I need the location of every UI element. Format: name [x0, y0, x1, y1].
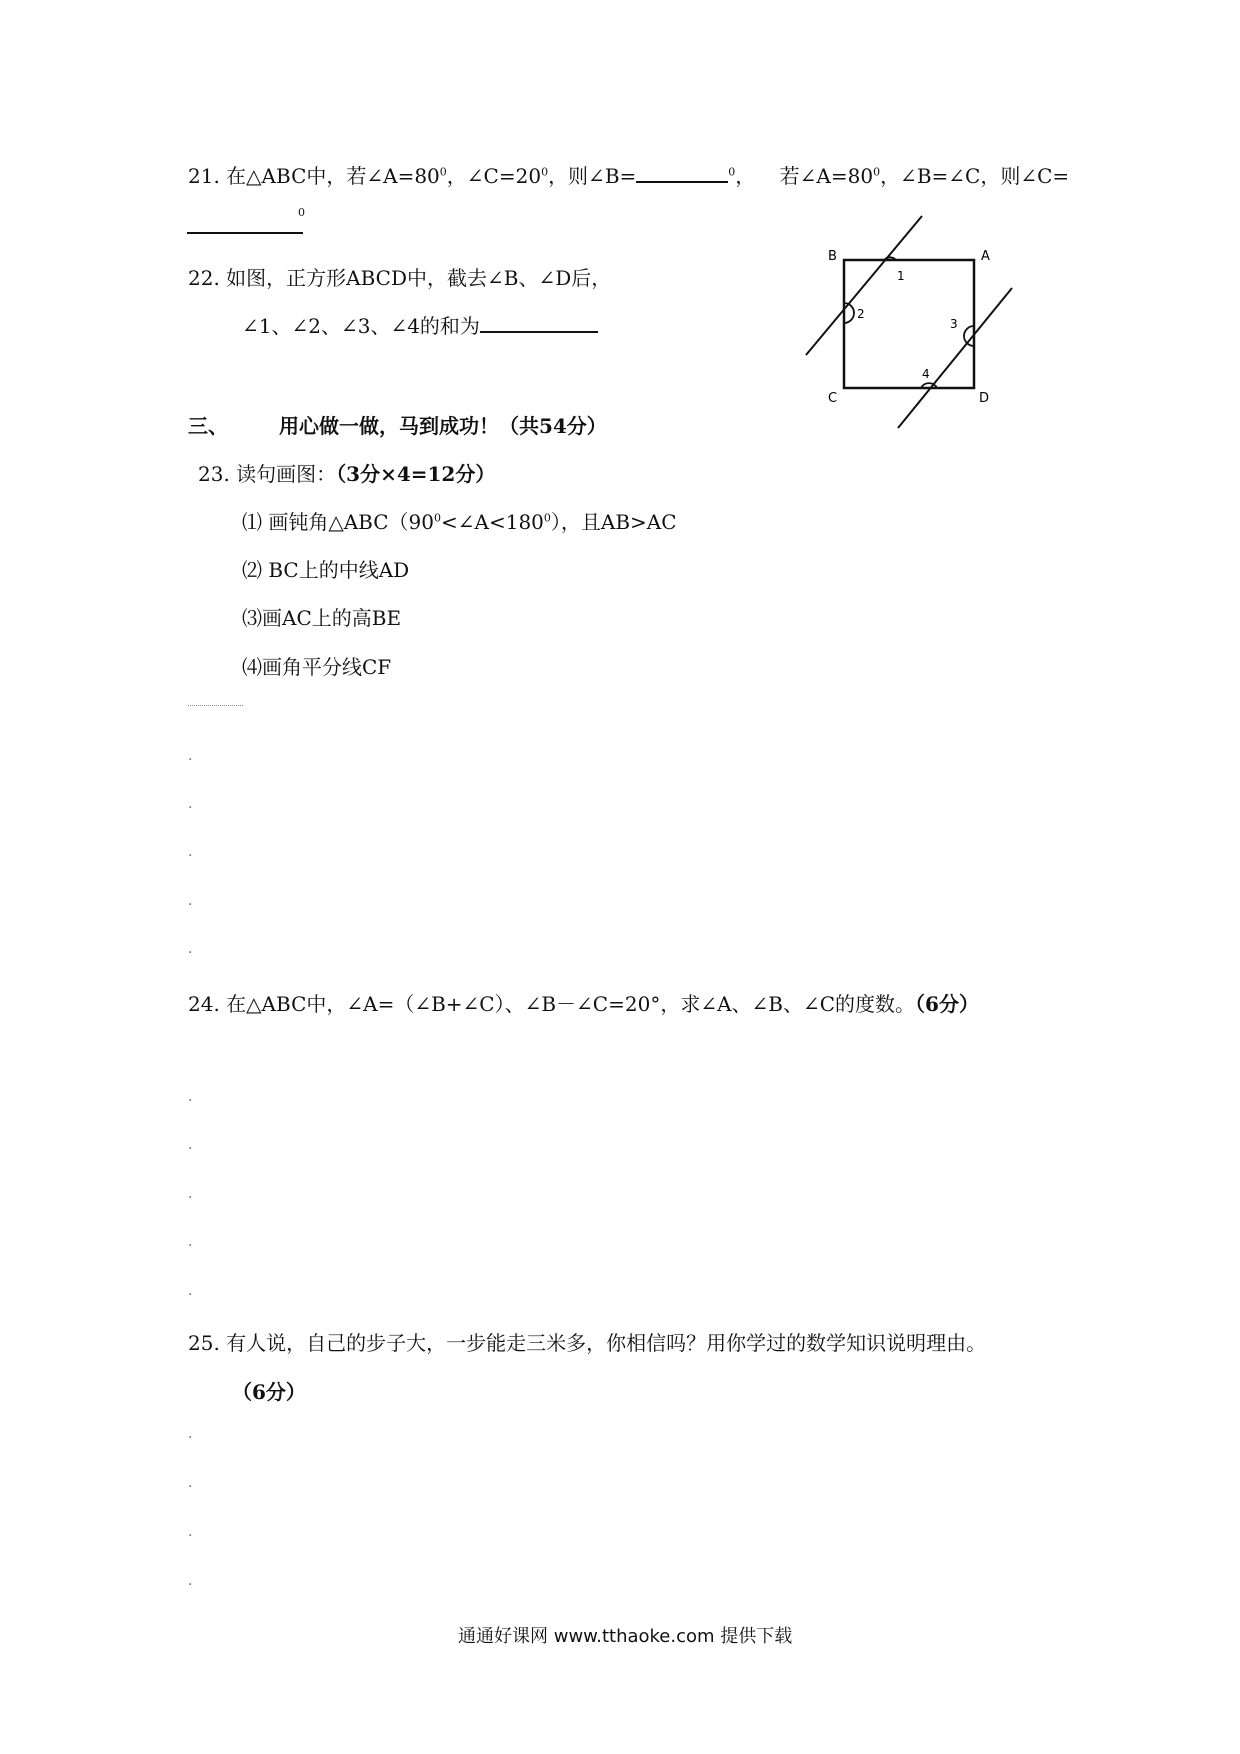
margin-dot: ·	[188, 1479, 193, 1495]
label-c: C	[828, 391, 838, 406]
label-angle-1: 1	[897, 269, 905, 283]
question-text: ，∠C=20	[446, 164, 542, 188]
q23-item-1	[242, 506, 677, 535]
degree-mark: 0	[541, 165, 549, 179]
item-text: ），且AB>AC	[550, 510, 677, 534]
answer-blank-b[interactable]	[636, 181, 728, 183]
question-text: ∠1、∠2、∠3、∠4的和为	[242, 314, 480, 338]
section-3-heading	[188, 410, 607, 439]
question-text: ，∠B=∠C，则∠C=	[880, 164, 1070, 188]
margin-dot: ·	[188, 1190, 193, 1206]
margin-dot: ·	[188, 1287, 193, 1303]
section-title: 用心做一做，马到成功！（共54分）	[278, 414, 607, 438]
q23-item-4: ⑷画角平分线CF	[242, 655, 392, 679]
square-figure	[800, 210, 1030, 440]
degree-mark: 0	[298, 206, 305, 219]
item-text: ⑴ 画钝角△ABC（90	[242, 510, 435, 534]
margin-dot: ·	[188, 897, 193, 913]
question-number: 21.	[188, 164, 220, 188]
margin-dot: ·	[188, 1238, 193, 1254]
margin-dot: ·	[188, 945, 193, 961]
question-number: 22.	[188, 266, 220, 290]
degree-mark: 0	[873, 165, 881, 179]
degree-mark: 0	[439, 165, 447, 179]
margin-dot: ·	[188, 1093, 193, 1109]
angle-mark-2	[844, 303, 854, 323]
question-number: 23.	[198, 462, 230, 486]
margin-dot: ·	[188, 1528, 193, 1544]
answer-blank-sum[interactable]	[480, 331, 598, 333]
degree-mark: 0	[728, 165, 736, 179]
question-text: 在△ABC中，若∠A=80	[226, 164, 440, 188]
page-footer: 通通好课网 www.tthaoke.com 提供下载	[458, 1626, 793, 1647]
question-24	[188, 988, 979, 1017]
question-title: 读句画图：	[236, 462, 337, 486]
margin-dot: ·	[188, 1577, 193, 1593]
question-25-score: （6分）	[232, 1380, 306, 1404]
question-number: 25.	[188, 1331, 220, 1355]
label-angle-4: 4	[922, 367, 930, 381]
q23-item-2: ⑵ BC上的中线AD	[242, 558, 410, 582]
question-23	[198, 458, 495, 487]
margin-dot: ·	[188, 1430, 193, 1446]
question-text: 有人说，自己的步子大，一步能走三米多，你相信吗？用你学过的数学知识说明理由。	[226, 1331, 987, 1355]
label-angle-2: 2	[857, 307, 865, 321]
margin-dot: ·	[188, 752, 193, 768]
section-number: 三、	[188, 414, 228, 438]
question-text: 若∠A=80	[779, 164, 874, 188]
margin-dot: ·	[188, 800, 193, 816]
question-22-line2	[242, 310, 598, 339]
separator: ，	[735, 164, 756, 188]
cut-line-lower	[898, 288, 1012, 428]
label-d: D	[979, 391, 990, 406]
degree-mark: 0	[543, 511, 551, 525]
question-text: 如图，正方形ABCD中，截去∠B、∠D后，	[226, 266, 612, 290]
label-b: B	[828, 249, 837, 264]
answer-blank-c[interactable]	[187, 232, 303, 234]
question-score: （6分）	[915, 992, 979, 1016]
dotted-mark	[188, 705, 243, 706]
cut-line-upper	[806, 216, 922, 355]
question-text: 在△ABC中，∠A=（∠B+∠C）、∠B－∠C=20°，求∠A、∠B、∠C的度数。	[226, 992, 916, 1016]
degree-mark: 0	[434, 511, 442, 525]
margin-dot: ·	[188, 848, 193, 864]
question-22	[188, 262, 611, 291]
question-text: ，则∠B=	[548, 164, 637, 188]
question-25	[188, 1327, 986, 1356]
question-21	[188, 160, 1069, 189]
question-number: 24.	[188, 992, 220, 1016]
margin-dot: ·	[188, 1141, 193, 1157]
item-text: <∠A<180	[441, 510, 544, 534]
label-a: A	[981, 249, 990, 264]
question-score: （3分×4=12分）	[336, 462, 496, 486]
q23-item-3: ⑶画AC上的高BE	[242, 606, 402, 630]
label-angle-3: 3	[950, 317, 958, 331]
